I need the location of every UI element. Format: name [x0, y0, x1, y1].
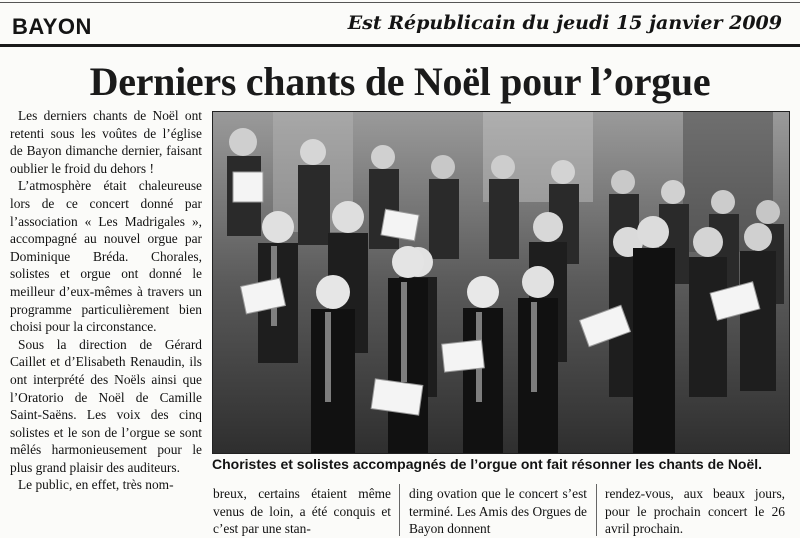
paragraph: Sous la direction de Gérard Caillet et d’Elisabeth Renaudin, ils ont interprété des Noëls ainsi que l’Oratorio de Noël de Camille Saint-Saëns. Les voix des cinq solistes et le son de l’orgue se sont mêlés harmonieusement pour le plus grand plaisir des auditeurs.	[10, 336, 202, 475]
dateline: Est Républicain du jeudi 15 janvier 2009	[347, 12, 782, 34]
photo-caption: Choristes et solistes accompagnés de l’orgue ont fait résonner les chants de Noël.	[212, 456, 763, 472]
paragraph: ding ovation que le concert s’est terminé. Les Amis des Orgues de Bayon donnent	[409, 486, 587, 537]
paragraph: rendez-vous, aux beaux jours, pour le prochain concert le 26 avril prochain.	[605, 486, 785, 537]
column-divider	[399, 484, 400, 536]
paragraph: Le public, en effet, très nom-	[18, 477, 174, 493]
section-title: BAYON	[12, 14, 92, 39]
choir-photo-illustration	[213, 112, 790, 454]
article-column-bottom-1	[213, 485, 391, 538]
paragraph: L’atmosphère était chaleureuse lors de ce concert donné par l’association « Les Madrigales », accompagné au nouvel orgue par Dominique Bréda. Chorales, solistes et orgue ont donné le meilleur d’eux-mêmes à travers un programme particulièrement bien choisi pour la circonstance.	[10, 178, 202, 335]
headline: Derniers chants de Noël pour l’orgue	[89, 59, 711, 104]
paragraph: Les derniers chants de Noël ont retenti sous les voûtes de l’église de Bayon dimanche dernier, faisant oublier le froid du dehors !	[10, 108, 202, 176]
article-column-left	[10, 107, 202, 494]
column-divider	[596, 484, 597, 536]
choir-photo	[212, 111, 790, 454]
header-rule	[0, 44, 800, 47]
top-rule	[0, 2, 800, 3]
article-column-bottom-3	[605, 485, 785, 538]
paragraph: breux, certains étaient même venus de loin, a été conquis et c’est par une stan-	[213, 486, 391, 537]
article-column-bottom-2	[409, 485, 587, 538]
